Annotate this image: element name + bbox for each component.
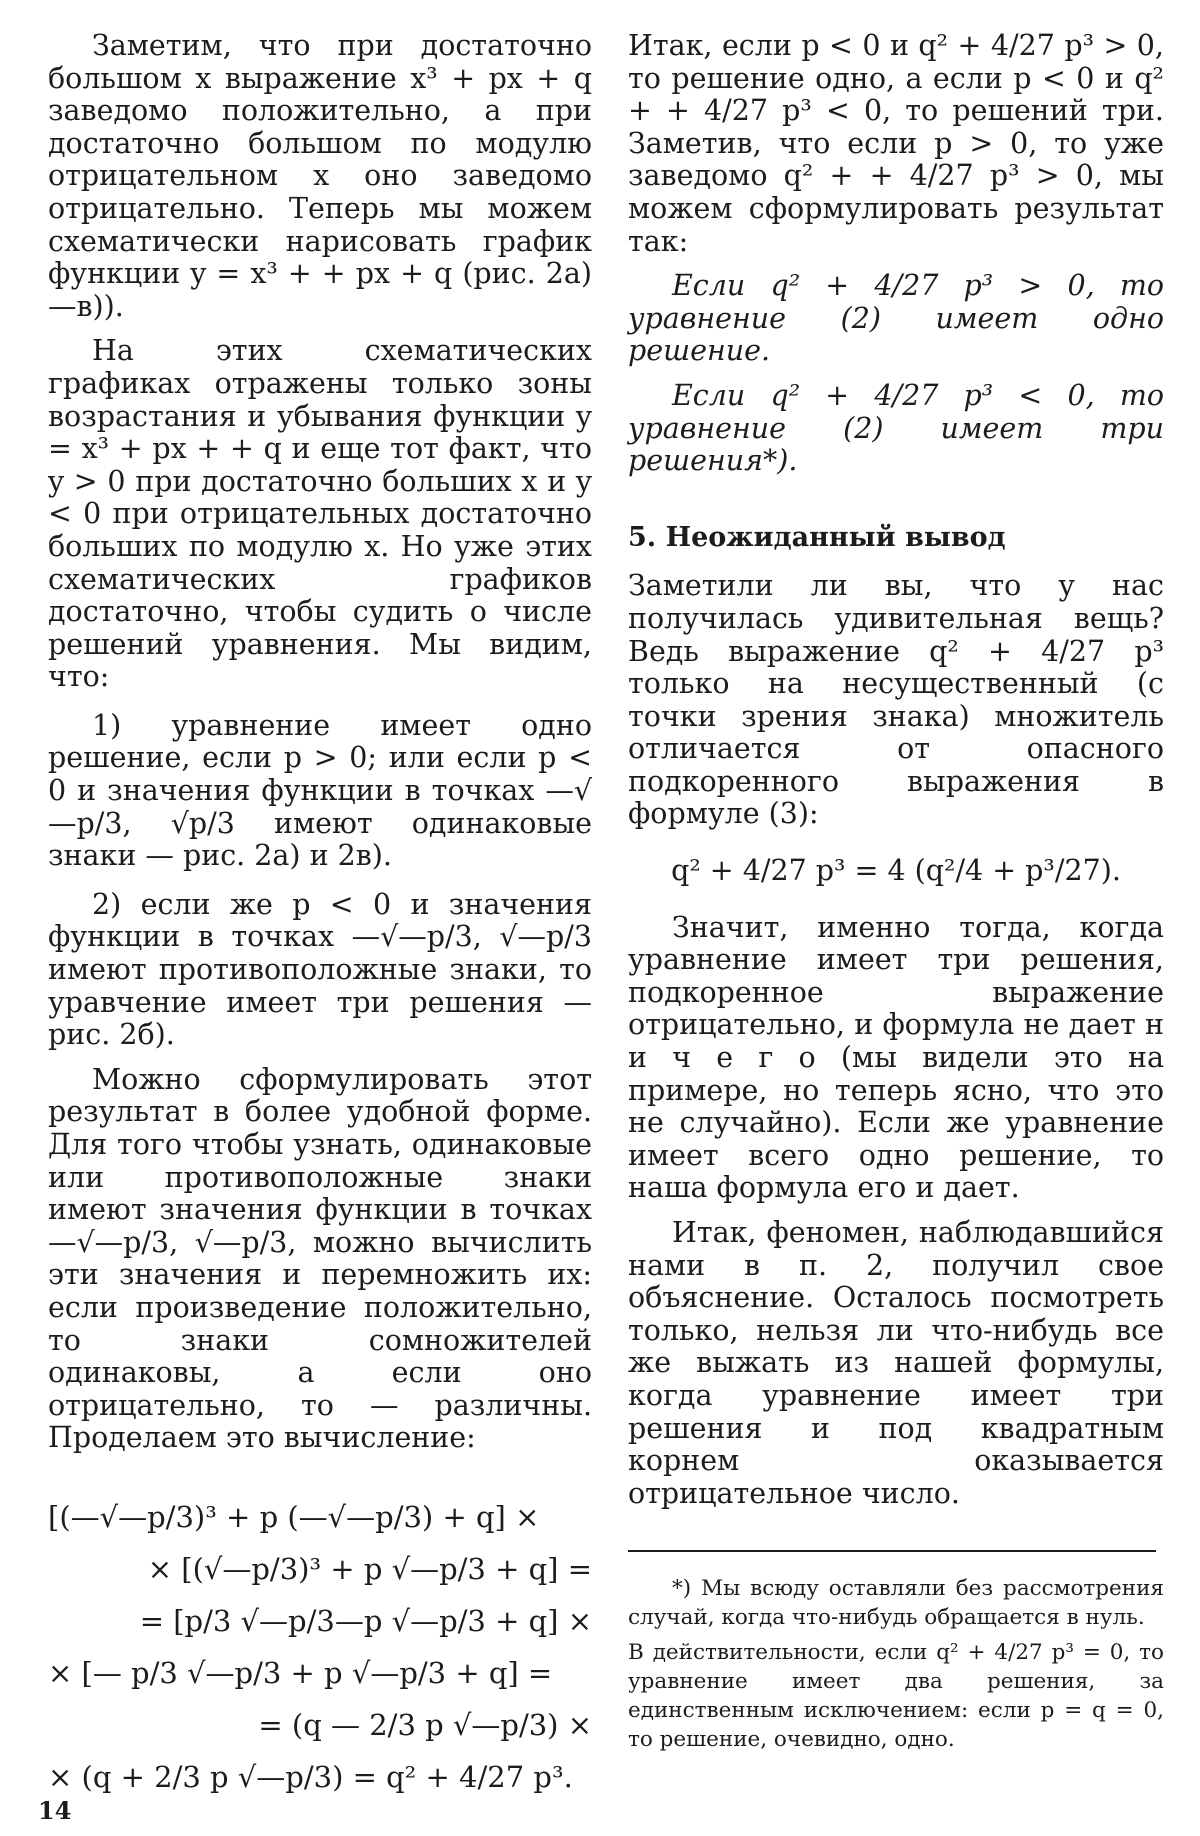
paragraph-case-three: 2) если же p < 0 и значения функции в точках —√—p/3, √—p/3 имеют противоположные знаки, то уравчение имеет три решения — рис. 2б).	[48, 887, 592, 1052]
section-heading: 5. Неожиданный вывод	[628, 521, 1006, 553]
paragraph-observation: Заметили ли вы, что у нас получилась удивительная вещь? Ведь выражение q² + 4/27 p³ только на несущественный (с точки зрения знака) множитель отличается от опасного подкоренного выражения в формуле (3):	[628, 569, 1164, 831]
formula-line: × [— p/3 √—p/3 + p √—p/3 + q] =	[48, 1655, 553, 1690]
page-number: 14	[38, 1796, 72, 1825]
formula-line: = (q — 2/3 p √—p/3) ×	[258, 1707, 592, 1742]
paragraph-intro: Заметим, что при достаточно большом x выражение x³ + px + q заведомо положительно, а при достаточно большом по модулю отрицательном x оно заведомо отрицательно. Теперь мы можем схематически нарисовать график функции y = x³ + + px + q (рис. 2а)—в)).	[48, 29, 592, 323]
paragraph-reformulate: Можно сформулировать этот результат в более удобной форме. Для того чтобы узнать, одинаковые или противоположные знаки имеют значения функции в точках —√—p/3, √—p/3, можно вычислить эти значения и перемножить их: если произведение положительно, то знаки сомножителей одинаковы, а если оно отрицательно, то — различны. Проделаем это вычисление:	[48, 1062, 592, 1455]
discriminant-formula: q² + 4/27 p³ = 4 (q²/4 + p³/27).	[671, 854, 1121, 888]
paragraph-graphs: На этих схематических графиках отражены только зоны возрастания и убывания функции y = x³ + px + + q и еще тот факт, что y > 0 при достаточно больших x и y < 0 при отрицательных достаточно больших по модулю x. Но уже этих схематических графиков достаточно, чтобы судить о числе решений уравнения. Мы видим, что:	[48, 334, 592, 694]
formula-line: × [(√—p/3)³ + p √—p/3 + q] =	[147, 1551, 592, 1586]
left-column	[48, 30, 592, 1803]
formula-line: × (q + 2/3 p √—p/3) = q² + 4/27 p³.	[48, 1759, 573, 1794]
paragraph-phenomenon: Итак, феномен, наблюдавшийся нами в п. 2, получил свое объяснение. Осталось посмотреть только, нельзя ли что-нибудь все же выжать из нашей формулы, когда уравнение имеет три решения и под квадратным корнем оказывается отрицательное число.	[628, 1216, 1164, 1510]
footnote	[628, 1574, 1164, 1754]
right-column	[628, 30, 1164, 1754]
paragraph-case-one: 1) уравнение имеет одно решение, если p > 0; или если p < 0 и значения функции в точках —√—p/3, √p/3 имеют одинаковые знаки — рис. 2а) и 2в).	[48, 708, 592, 873]
theorem-three-solutions: Если q² + 4/27 p³ < 0, то уравнение (2) имеет три решения*).	[628, 378, 1164, 478]
formula-line: [(—√—p/3)³ + p (—√—p/3) + q] ×	[48, 1499, 540, 1534]
paragraph-summary: Итак, если p < 0 и q² + 4/27 p³ > 0, то решение одно, а если p < 0 и q² + + 4/27 p³ < 0, то решений три. Заметив, что если p > 0, то уже заведомо q² + + 4/27 p³ > 0, мы можем сформулировать результат так:	[628, 29, 1164, 258]
paragraph-conclusion: Значит, именно тогда, когда уравнение имеет три решения, подкоренное выражение отрицательно, и формула не дает н и ч е г о (мы видели это на примере, но теперь ясно, что это не случайно). Если же уравнение имеет всего одно решение, то наша формула его и дает.	[628, 910, 1164, 1205]
footnote-divider	[628, 1550, 1156, 1552]
product-derivation	[48, 1491, 592, 1803]
footnote-text: *) Мы всюду оставляли без рассмотрения случай, когда что-нибудь обращается в нуль.	[628, 1576, 1164, 1631]
footnote-text: В действительности, если q² + 4/27 p³ = 0, то уравнение имеет два решения, за единственным исключением: если p = q = 0, то решение, очевидно, одно.	[628, 1640, 1164, 1753]
formula-line: = [p/3 √—p/3—p √—p/3 + q] ×	[139, 1603, 592, 1638]
theorem-one-solution: Если q² + 4/27 p³ > 0, то уравнение (2) имеет одно решение.	[628, 269, 1164, 368]
